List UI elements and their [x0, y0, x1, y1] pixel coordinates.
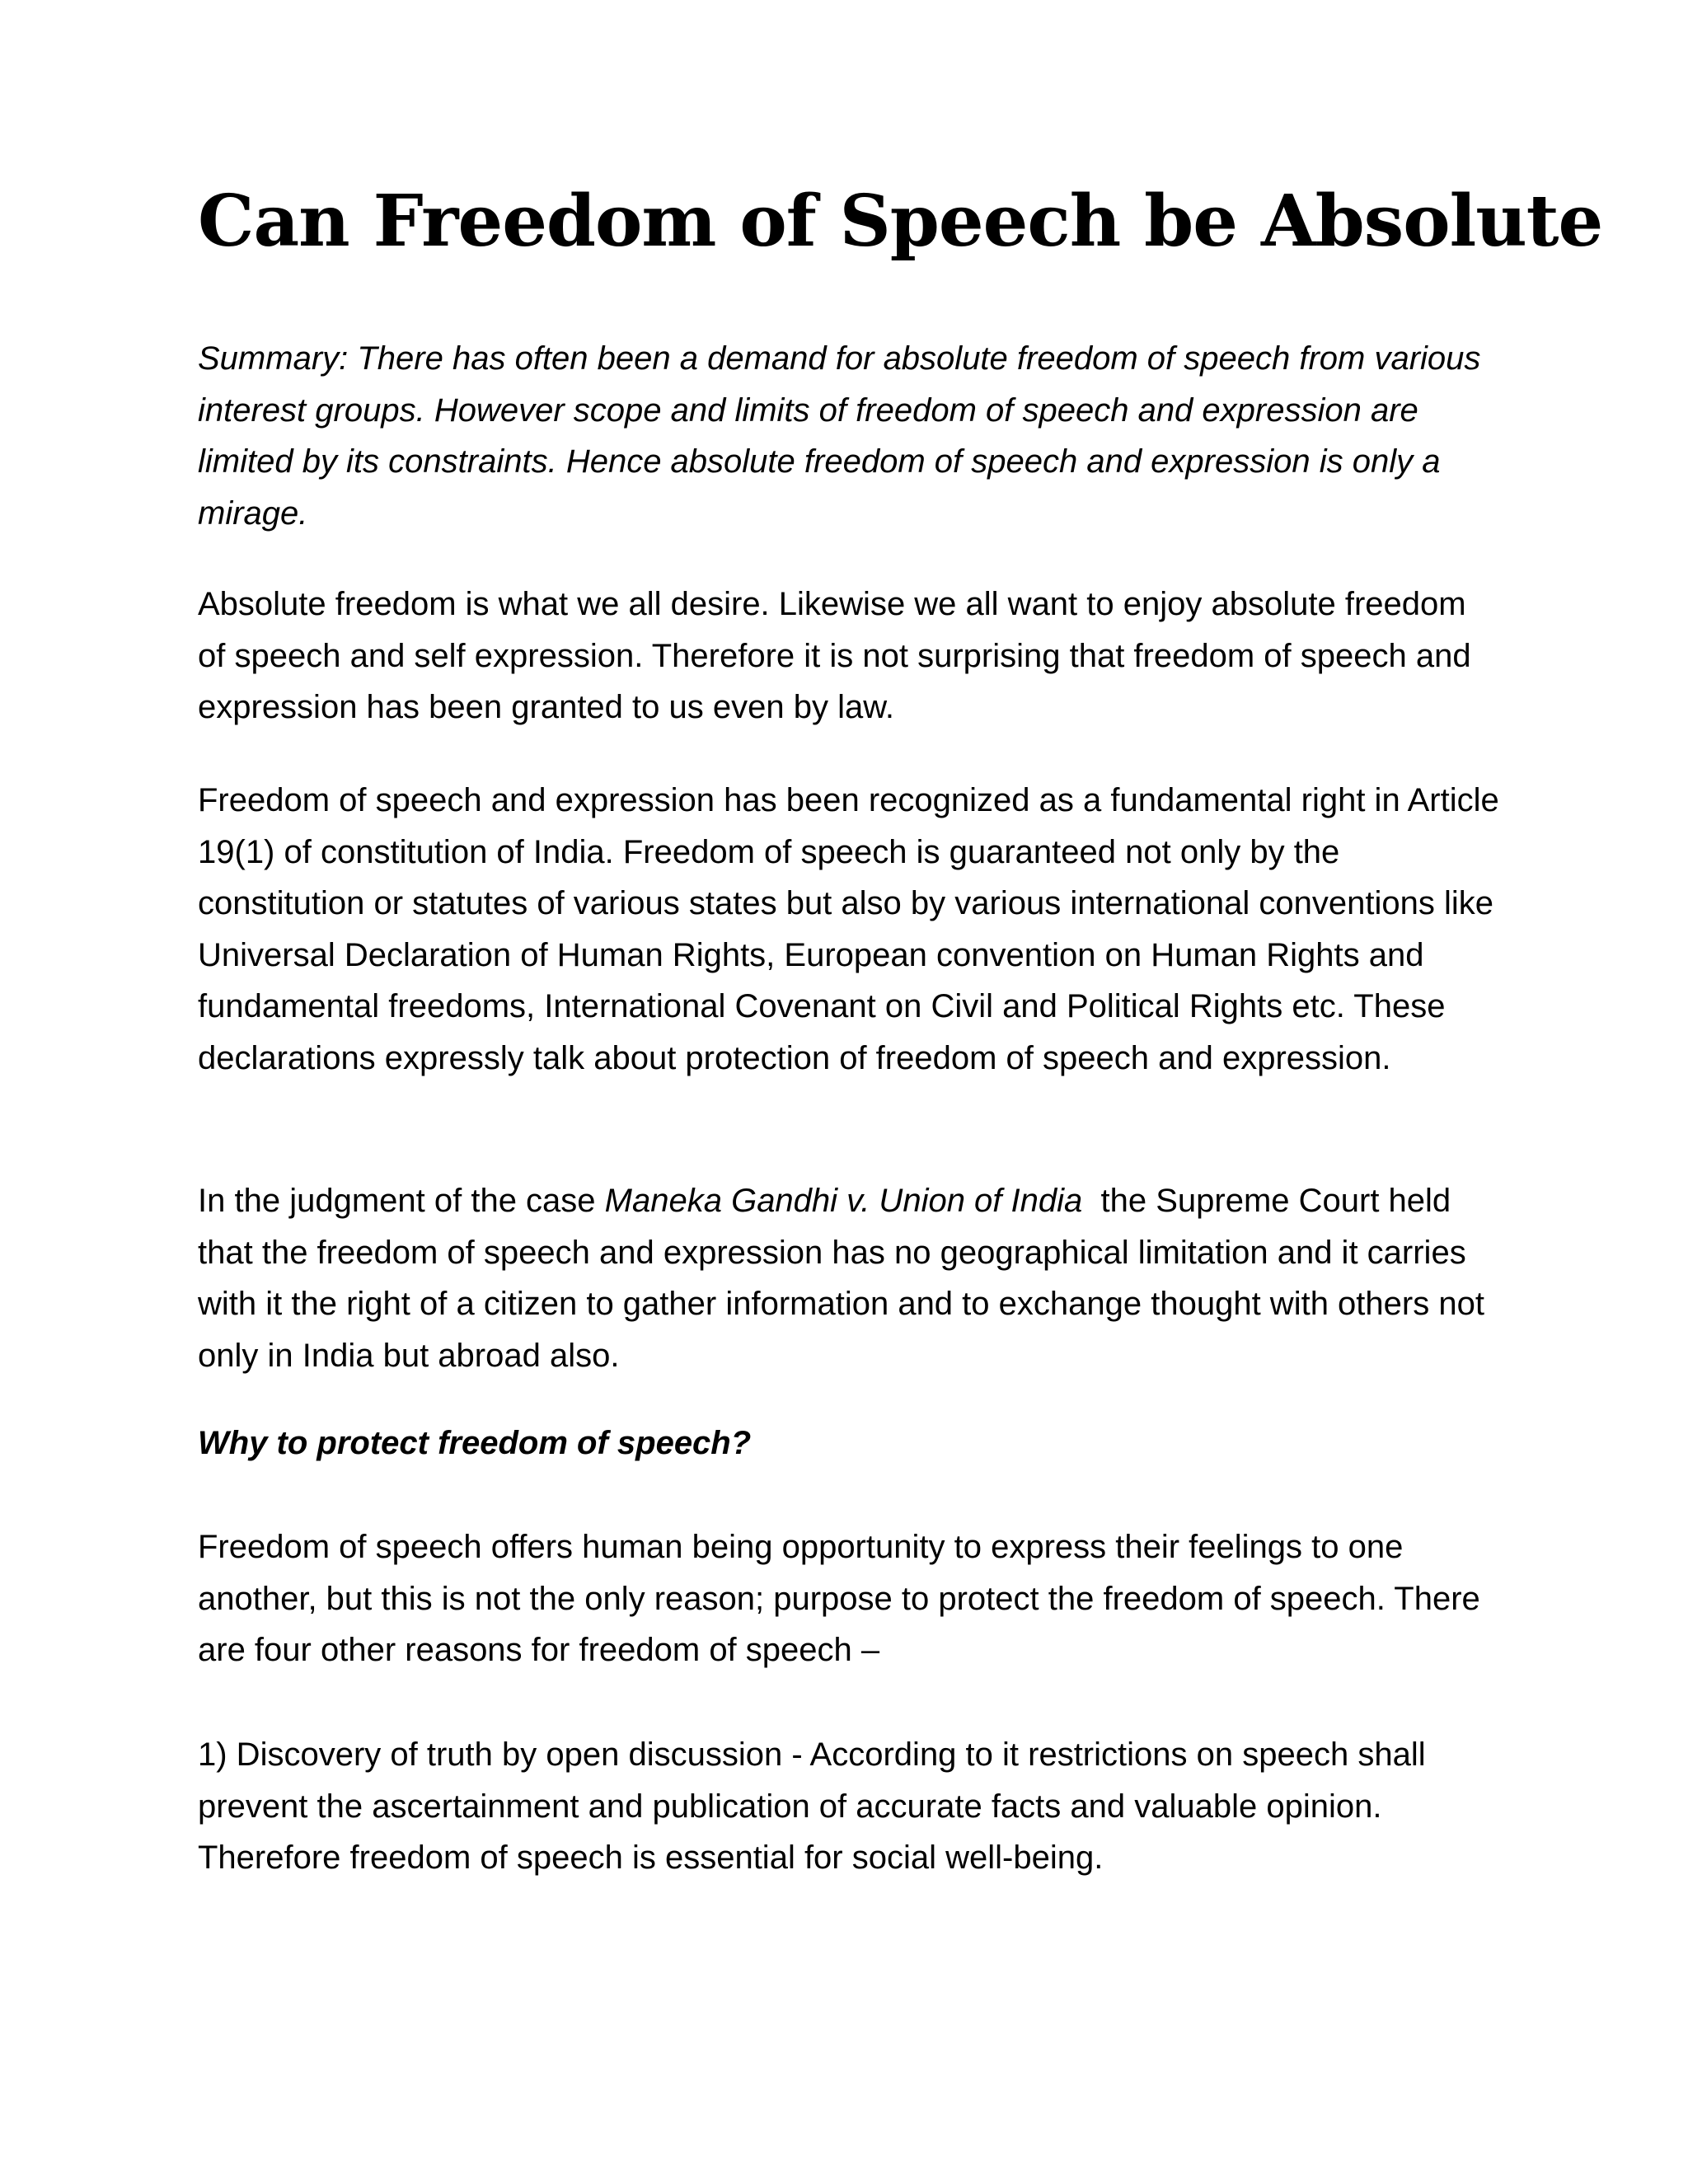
paragraph-absolute-freedom: Absolute freedom is what we all desire. Likewise we all want to enjoy absolute freedom of speech and self expression. Therefore it is not surprising that freedom of speech and expression has been granted to us even by law. — [198, 586, 1471, 725]
case-name: Maneka Gandhi v. Union of India — [604, 1183, 1083, 1219]
paragraph-fundamental-right: Freedom of speech and expression has been recognized as a fundamental right in Article 19(1) of constitution of India. Freedom of speech is guaranteed not only by the constitution or statutes of various states but also by various international conventions like Universal Declaration of Human Rights, European convention on Human Rights and fundamental freedoms, International Covenant on Civil and Political Rights etc. These declarations expressly talk about protection of freedom of speech and expression. — [198, 782, 1499, 1076]
document-title: Can Freedom of Speech be Absolute — [198, 180, 1603, 263]
case-intro-text: In the judgment of the case — [198, 1183, 605, 1219]
paragraph-case-judgment — [198, 1175, 1500, 1381]
summary-paragraph: Summary: There has often been a demand for absolute freedom of speech from various interest groups. However scope and limits of freedom of speech and expression are limited by its constraints. Hence absolute freedom of speech and expression is only a mirage. — [198, 340, 1481, 532]
paragraph-reason-1: 1) Discovery of truth by open discussion - According to it restrictions on speech shall prevent the ascertainment and publication of accurate facts and valuable opinion. Therefore freedom of speech is essential for social well-being. — [198, 1736, 1426, 1876]
case-holding-text: the Supreme Court held that the freedom of speech and expression has no geographical limitation and it carries with it the right of a citizen to gather information and to exchange thought with others not only in India but abroad also. — [198, 1183, 1494, 1374]
section-subheading: Why to protect freedom of speech? — [198, 1425, 752, 1461]
paragraph-reasons-intro: Freedom of speech offers human being opportunity to express their feelings to one another, but this is not the only reason; purpose to protect the freedom of speech. There are four other reasons for freedom of speech – — [198, 1529, 1480, 1668]
